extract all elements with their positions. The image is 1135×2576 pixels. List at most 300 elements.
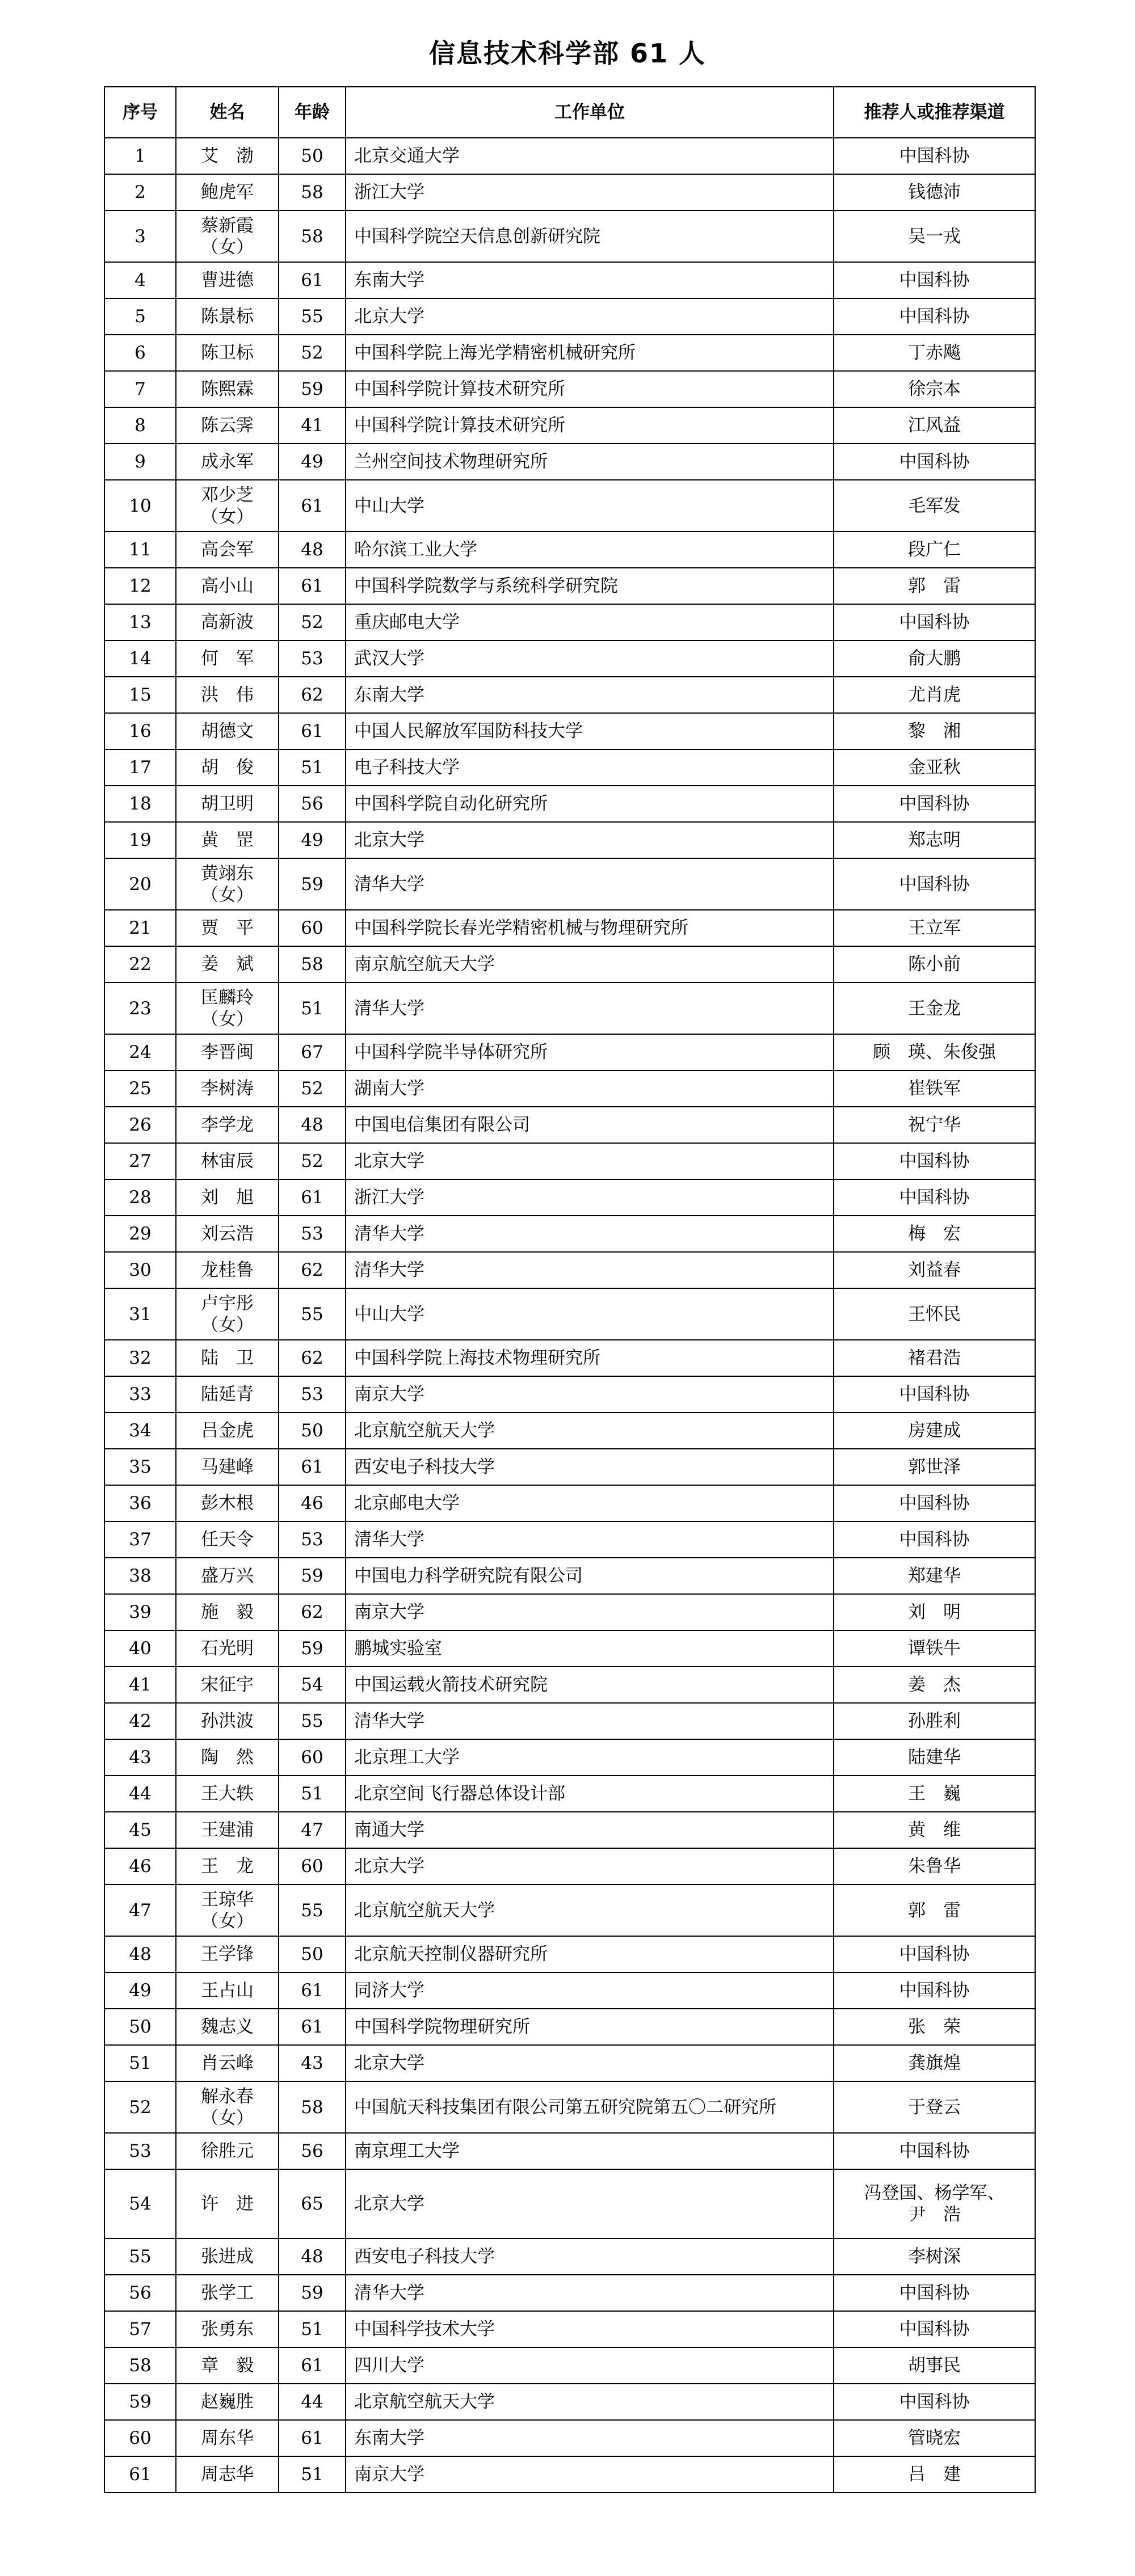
cell-age: 61 — [279, 262, 346, 298]
cell-no: 44 — [104, 1776, 176, 1812]
cell-name: 王 龙 — [176, 1848, 279, 1884]
cell-unit: 南京大学 — [346, 1376, 834, 1413]
cell-unit: 北京大学 — [346, 2169, 834, 2238]
cell-no: 54 — [104, 2169, 176, 2238]
cell-age: 46 — [279, 1485, 346, 1521]
cell-unit: 中国科学院上海光学精密机械研究所 — [346, 335, 834, 371]
cell-no: 6 — [104, 335, 176, 371]
cell-recommender: 中国科协 — [834, 2384, 1035, 2420]
cell-unit: 清华大学 — [346, 1216, 834, 1252]
cell-recommender: 中国科协 — [834, 444, 1035, 480]
cell-recommender: 黎 湘 — [834, 713, 1035, 749]
table-row — [104, 2133, 1035, 2169]
cell-unit: 北京航天控制仪器研究所 — [346, 1936, 834, 1972]
cell-recommender: 顾 瑛、朱俊强 — [834, 1034, 1035, 1070]
table-row — [104, 1594, 1035, 1630]
cell-no: 50 — [104, 2009, 176, 2045]
cell-name: 鲍虎军 — [176, 174, 279, 210]
cell-name: 陶 然 — [176, 1739, 279, 1776]
cell-name: 黄 罡 — [176, 822, 279, 858]
cell-recommender: 郭世泽 — [834, 1449, 1035, 1485]
cell-no: 61 — [104, 2456, 176, 2493]
cell-recommender: 胡事民 — [834, 2347, 1035, 2384]
cell-name: 陈熙霖 — [176, 371, 279, 407]
cell-no: 12 — [104, 568, 176, 604]
cell-age: 47 — [279, 1812, 346, 1848]
cell-age: 65 — [279, 2169, 346, 2238]
cell-name: 龙桂鲁 — [176, 1252, 279, 1288]
table-row — [104, 1972, 1035, 2009]
table-row — [104, 2456, 1035, 2493]
cell-unit: 中国科学院空天信息创新研究院 — [346, 210, 834, 262]
table-row — [104, 946, 1035, 983]
cell-recommender: 姜 杰 — [834, 1667, 1035, 1703]
cell-unit: 中国电力科学研究院有限公司 — [346, 1558, 834, 1594]
cell-no: 22 — [104, 946, 176, 983]
cell-no: 33 — [104, 1376, 176, 1413]
cell-no: 2 — [104, 174, 176, 210]
cell-no: 30 — [104, 1252, 176, 1288]
cell-age: 59 — [279, 1630, 346, 1667]
cell-age: 54 — [279, 1667, 346, 1703]
cell-recommender: 中国科协 — [834, 858, 1035, 910]
cell-name: 匡麟玲 （女） — [176, 983, 279, 1034]
cell-unit: 清华大学 — [346, 1521, 834, 1558]
cell-unit: 湖南大学 — [346, 1070, 834, 1107]
cell-age: 56 — [279, 786, 346, 822]
table-row — [104, 1884, 1035, 1936]
table-row — [104, 1521, 1035, 1558]
table-row — [104, 2045, 1035, 2081]
cell-unit: 重庆邮电大学 — [346, 604, 834, 640]
cell-age: 51 — [279, 983, 346, 1034]
cell-name: 王琼华 （女） — [176, 1884, 279, 1936]
cell-age: 41 — [279, 407, 346, 444]
column-header-age: 年龄 — [279, 87, 346, 138]
cell-unit: 武汉大学 — [346, 640, 834, 677]
cell-recommender: 中国科协 — [834, 1376, 1035, 1413]
cell-unit: 清华大学 — [346, 858, 834, 910]
cell-age: 61 — [279, 1449, 346, 1485]
cell-age: 53 — [279, 1376, 346, 1413]
cell-age: 50 — [279, 1413, 346, 1449]
cell-age: 52 — [279, 335, 346, 371]
cell-no: 41 — [104, 1667, 176, 1703]
cell-name: 孙洪波 — [176, 1703, 279, 1739]
cell-age: 61 — [279, 568, 346, 604]
table-row — [104, 1739, 1035, 1776]
page-title: 信息技术科学部 61 人 — [428, 38, 707, 69]
cell-recommender: 金亚秋 — [834, 749, 1035, 786]
cell-name: 王建浦 — [176, 1812, 279, 1848]
cell-no: 24 — [104, 1034, 176, 1070]
cell-name: 胡卫明 — [176, 786, 279, 822]
cell-age: 60 — [279, 1739, 346, 1776]
cell-no: 58 — [104, 2347, 176, 2384]
cell-no: 46 — [104, 1848, 176, 1884]
table-body — [104, 138, 1035, 2493]
cell-unit: 南通大学 — [346, 1812, 834, 1848]
cell-name: 许 进 — [176, 2169, 279, 2238]
column-header-recommender: 推荐人或推荐渠道 — [834, 87, 1035, 138]
cell-recommender: 孙胜利 — [834, 1703, 1035, 1739]
table-row — [104, 2081, 1035, 2133]
cell-age: 51 — [279, 2456, 346, 2493]
cell-age: 48 — [279, 1107, 346, 1143]
cell-recommender: 中国科协 — [834, 298, 1035, 335]
table-row — [104, 335, 1035, 371]
cell-name: 赵巍胜 — [176, 2384, 279, 2420]
cell-name: 周东华 — [176, 2420, 279, 2456]
table-row — [104, 1179, 1035, 1216]
cell-recommender: 中国科协 — [834, 1485, 1035, 1521]
table-row — [104, 2420, 1035, 2456]
cell-name: 周志华 — [176, 2456, 279, 2493]
cell-name: 李树涛 — [176, 1070, 279, 1107]
cell-age: 51 — [279, 1776, 346, 1812]
cell-age: 53 — [279, 640, 346, 677]
cell-age: 59 — [279, 1558, 346, 1594]
cell-age: 52 — [279, 1143, 346, 1179]
table-row — [104, 2009, 1035, 2045]
cell-recommender: 龚旗煌 — [834, 2045, 1035, 2081]
cell-age: 49 — [279, 444, 346, 480]
cell-unit: 中国航天科技集团有限公司第五研究院第五〇二研究所 — [346, 2081, 834, 2133]
cell-age: 62 — [279, 1340, 346, 1376]
cell-age: 60 — [279, 910, 346, 946]
cell-age: 60 — [279, 1848, 346, 1884]
cell-recommender: 吕 建 — [834, 2456, 1035, 2493]
cell-age: 53 — [279, 1521, 346, 1558]
cell-recommender: 于登云 — [834, 2081, 1035, 2133]
cell-unit: 兰州空间技术物理研究所 — [346, 444, 834, 480]
cell-unit: 电子科技大学 — [346, 749, 834, 786]
table-row — [104, 1340, 1035, 1376]
cell-recommender: 刘 明 — [834, 1594, 1035, 1630]
cell-age: 59 — [279, 858, 346, 910]
cell-unit: 东南大学 — [346, 677, 834, 713]
cell-no: 34 — [104, 1413, 176, 1449]
cell-recommender: 郑建华 — [834, 1558, 1035, 1594]
cell-recommender: 郭 雷 — [834, 1884, 1035, 1936]
table-row — [104, 532, 1035, 568]
cell-name: 刘 旭 — [176, 1179, 279, 1216]
table-row — [104, 568, 1035, 604]
table-row — [104, 1485, 1035, 1521]
cell-name: 陈景标 — [176, 298, 279, 335]
cell-age: 67 — [279, 1034, 346, 1070]
cell-unit: 中国科学院计算技术研究所 — [346, 371, 834, 407]
table-row — [104, 677, 1035, 713]
cell-no: 5 — [104, 298, 176, 335]
cell-name: 马建峰 — [176, 1449, 279, 1485]
table-row — [104, 1070, 1035, 1107]
cell-name: 李晋闽 — [176, 1034, 279, 1070]
cell-no: 35 — [104, 1449, 176, 1485]
cell-unit: 西安电子科技大学 — [346, 1449, 834, 1485]
cell-unit: 中国科学院计算技术研究所 — [346, 407, 834, 444]
table-row — [104, 786, 1035, 822]
cell-unit: 中国人民解放军国防科技大学 — [346, 713, 834, 749]
table-row — [104, 2347, 1035, 2384]
cell-recommender: 徐宗本 — [834, 371, 1035, 407]
cell-unit: 中山大学 — [346, 480, 834, 532]
table-row — [104, 1034, 1035, 1070]
cell-no: 27 — [104, 1143, 176, 1179]
cell-recommender: 崔铁军 — [834, 1070, 1035, 1107]
cell-name: 解永春 （女） — [176, 2081, 279, 2133]
cell-unit: 北京空间飞行器总体设计部 — [346, 1776, 834, 1812]
cell-no: 29 — [104, 1216, 176, 1252]
cell-recommender: 中国科协 — [834, 1143, 1035, 1179]
cell-name: 彭木根 — [176, 1485, 279, 1521]
cell-recommender: 梅 宏 — [834, 1216, 1035, 1252]
cell-unit: 南京航空航天大学 — [346, 946, 834, 983]
cell-no: 28 — [104, 1179, 176, 1216]
table-row — [104, 983, 1035, 1034]
cell-no: 15 — [104, 677, 176, 713]
cell-unit: 东南大学 — [346, 262, 834, 298]
table-row — [104, 1630, 1035, 1667]
cell-name: 胡德文 — [176, 713, 279, 749]
cell-age: 55 — [279, 1288, 346, 1340]
cell-unit: 中国科学院自动化研究所 — [346, 786, 834, 822]
cell-unit: 清华大学 — [346, 1252, 834, 1288]
table-row — [104, 640, 1035, 677]
cell-age: 59 — [279, 2275, 346, 2311]
table-row — [104, 2169, 1035, 2238]
cell-recommender: 王怀民 — [834, 1288, 1035, 1340]
cell-name: 邓少芝 （女） — [176, 480, 279, 532]
table-row — [104, 2311, 1035, 2347]
cell-name: 曹进德 — [176, 262, 279, 298]
cell-age: 61 — [279, 2347, 346, 2384]
cell-recommender: 王立军 — [834, 910, 1035, 946]
cell-recommender: 褚君浩 — [834, 1340, 1035, 1376]
cell-no: 52 — [104, 2081, 176, 2133]
cell-name: 胡 俊 — [176, 749, 279, 786]
cell-recommender: 王 巍 — [834, 1776, 1035, 1812]
cell-unit: 中国科学院上海技术物理研究所 — [346, 1340, 834, 1376]
cell-unit: 中国科学院长春光学精密机械与物理研究所 — [346, 910, 834, 946]
cell-unit: 中国科学院半导体研究所 — [346, 1034, 834, 1070]
cell-unit: 北京理工大学 — [346, 1739, 834, 1776]
cell-recommender: 朱鲁华 — [834, 1848, 1035, 1884]
cell-unit: 北京交通大学 — [346, 138, 834, 174]
cell-name: 石光明 — [176, 1630, 279, 1667]
cell-age: 58 — [279, 2081, 346, 2133]
cell-age: 62 — [279, 1252, 346, 1288]
cell-recommender: 丁赤飚 — [834, 335, 1035, 371]
cell-recommender: 陈小前 — [834, 946, 1035, 983]
cell-unit: 中国科学院数学与系统科学研究院 — [346, 568, 834, 604]
cell-no: 31 — [104, 1288, 176, 1340]
cell-name: 林宙辰 — [176, 1143, 279, 1179]
cell-age: 43 — [279, 2045, 346, 2081]
cell-unit: 南京理工大学 — [346, 2133, 834, 2169]
cell-age: 51 — [279, 749, 346, 786]
cell-name: 黄翊东 （女） — [176, 858, 279, 910]
cell-recommender: 刘益春 — [834, 1252, 1035, 1288]
cell-unit: 同济大学 — [346, 1972, 834, 2009]
cell-name: 成永军 — [176, 444, 279, 480]
cell-age: 55 — [279, 1884, 346, 1936]
cell-recommender: 中国科协 — [834, 1936, 1035, 1972]
table-row — [104, 1143, 1035, 1179]
cell-no: 21 — [104, 910, 176, 946]
cell-name: 吕金虎 — [176, 1413, 279, 1449]
cell-unit: 西安电子科技大学 — [346, 2238, 834, 2275]
cell-unit: 鹏城实验室 — [346, 1630, 834, 1667]
cell-unit: 浙江大学 — [346, 174, 834, 210]
cell-recommender: 冯登国、杨学军、 尹 浩 — [834, 2169, 1035, 2238]
table-row — [104, 174, 1035, 210]
cell-recommender: 中国科协 — [834, 2133, 1035, 2169]
cell-recommender: 管晓宏 — [834, 2420, 1035, 2456]
cell-recommender: 陆建华 — [834, 1739, 1035, 1776]
cell-age: 49 — [279, 822, 346, 858]
cell-age: 61 — [279, 2009, 346, 2045]
cell-unit: 清华大学 — [346, 1703, 834, 1739]
cell-unit: 中国电信集团有限公司 — [346, 1107, 834, 1143]
table-row — [104, 2275, 1035, 2311]
cell-unit: 北京大学 — [346, 298, 834, 335]
table-row — [104, 1413, 1035, 1449]
cell-unit: 浙江大学 — [346, 1179, 834, 1216]
table-row — [104, 1848, 1035, 1884]
cell-name: 刘云浩 — [176, 1216, 279, 1252]
cell-name: 贾 平 — [176, 910, 279, 946]
cell-name: 卢宇彤 （女） — [176, 1288, 279, 1340]
column-header-no: 序号 — [104, 87, 176, 138]
cell-recommender: 毛军发 — [834, 480, 1035, 532]
cell-name: 陆 卫 — [176, 1340, 279, 1376]
column-header-unit: 工作单位 — [346, 87, 834, 138]
cell-no: 10 — [104, 480, 176, 532]
cell-recommender: 李树深 — [834, 2238, 1035, 2275]
cell-unit: 中山大学 — [346, 1288, 834, 1340]
cell-no: 1 — [104, 138, 176, 174]
cell-no: 38 — [104, 1558, 176, 1594]
cell-recommender: 钱德沛 — [834, 174, 1035, 210]
cell-name: 张进成 — [176, 2238, 279, 2275]
cell-age: 48 — [279, 2238, 346, 2275]
cell-name: 宋征宇 — [176, 1667, 279, 1703]
cell-no: 42 — [104, 1703, 176, 1739]
table-row — [104, 604, 1035, 640]
cell-no: 19 — [104, 822, 176, 858]
cell-no: 49 — [104, 1972, 176, 2009]
cell-name: 徐胜元 — [176, 2133, 279, 2169]
cell-name: 高新波 — [176, 604, 279, 640]
cell-no: 13 — [104, 604, 176, 640]
cell-no: 43 — [104, 1739, 176, 1776]
cell-name: 施 毅 — [176, 1594, 279, 1630]
cell-unit: 北京大学 — [346, 1848, 834, 1884]
cell-age: 62 — [279, 677, 346, 713]
cell-no: 53 — [104, 2133, 176, 2169]
table-row — [104, 749, 1035, 786]
cell-no: 55 — [104, 2238, 176, 2275]
table-row — [104, 1812, 1035, 1848]
cell-recommender: 中国科协 — [834, 262, 1035, 298]
table-row — [104, 480, 1035, 532]
cell-recommender: 黄 维 — [834, 1812, 1035, 1848]
cell-unit: 南京大学 — [346, 1594, 834, 1630]
cell-no: 36 — [104, 1485, 176, 1521]
cell-recommender: 俞大鹏 — [834, 640, 1035, 677]
cell-no: 51 — [104, 2045, 176, 2081]
cell-age: 50 — [279, 138, 346, 174]
cell-recommender: 吴一戎 — [834, 210, 1035, 262]
cell-name: 李学龙 — [176, 1107, 279, 1143]
cell-name: 陈云霁 — [176, 407, 279, 444]
table-row — [104, 444, 1035, 480]
table-row — [104, 713, 1035, 749]
cell-recommender: 中国科协 — [834, 1521, 1035, 1558]
cell-age: 58 — [279, 174, 346, 210]
cell-no: 20 — [104, 858, 176, 910]
cell-age: 61 — [279, 1179, 346, 1216]
table-row — [104, 1107, 1035, 1143]
table-row — [104, 138, 1035, 174]
cell-no: 47 — [104, 1884, 176, 1936]
cell-no: 56 — [104, 2275, 176, 2311]
cell-unit: 北京大学 — [346, 2045, 834, 2081]
cell-no: 3 — [104, 210, 176, 262]
table-row — [104, 298, 1035, 335]
cell-no: 7 — [104, 371, 176, 407]
cell-age: 52 — [279, 604, 346, 640]
cell-name: 王学锋 — [176, 1936, 279, 1972]
cell-unit: 北京航空航天大学 — [346, 2384, 834, 2420]
cell-no: 18 — [104, 786, 176, 822]
cell-recommender: 张 荣 — [834, 2009, 1035, 2045]
cell-no: 9 — [104, 444, 176, 480]
cell-no: 48 — [104, 1936, 176, 1972]
table-row — [104, 910, 1035, 946]
cell-no: 45 — [104, 1812, 176, 1848]
table-row — [104, 1252, 1035, 1288]
table-row — [104, 1703, 1035, 1739]
cell-unit: 中国运载火箭技术研究院 — [346, 1667, 834, 1703]
cell-recommender: 王金龙 — [834, 983, 1035, 1034]
cell-name: 蔡新霞 （女） — [176, 210, 279, 262]
cell-no: 23 — [104, 983, 176, 1034]
cell-unit: 北京航空航天大学 — [346, 1884, 834, 1936]
cell-recommender: 祝宁华 — [834, 1107, 1035, 1143]
cell-name: 洪 伟 — [176, 677, 279, 713]
table-row — [104, 2238, 1035, 2275]
cell-age: 61 — [279, 713, 346, 749]
cell-no: 26 — [104, 1107, 176, 1143]
cell-unit: 四川大学 — [346, 2347, 834, 2384]
cell-age: 58 — [279, 210, 346, 262]
cell-unit: 清华大学 — [346, 2275, 834, 2311]
table-row — [104, 1936, 1035, 1972]
cell-age: 53 — [279, 1216, 346, 1252]
cell-recommender: 尤肖虎 — [834, 677, 1035, 713]
cell-recommender: 中国科协 — [834, 786, 1035, 822]
table-row — [104, 1776, 1035, 1812]
cell-no: 17 — [104, 749, 176, 786]
cell-age: 51 — [279, 2311, 346, 2347]
cell-no: 32 — [104, 1340, 176, 1376]
cell-name: 张勇东 — [176, 2311, 279, 2347]
cell-age: 52 — [279, 1070, 346, 1107]
cell-age: 58 — [279, 946, 346, 983]
cell-name: 艾 渤 — [176, 138, 279, 174]
